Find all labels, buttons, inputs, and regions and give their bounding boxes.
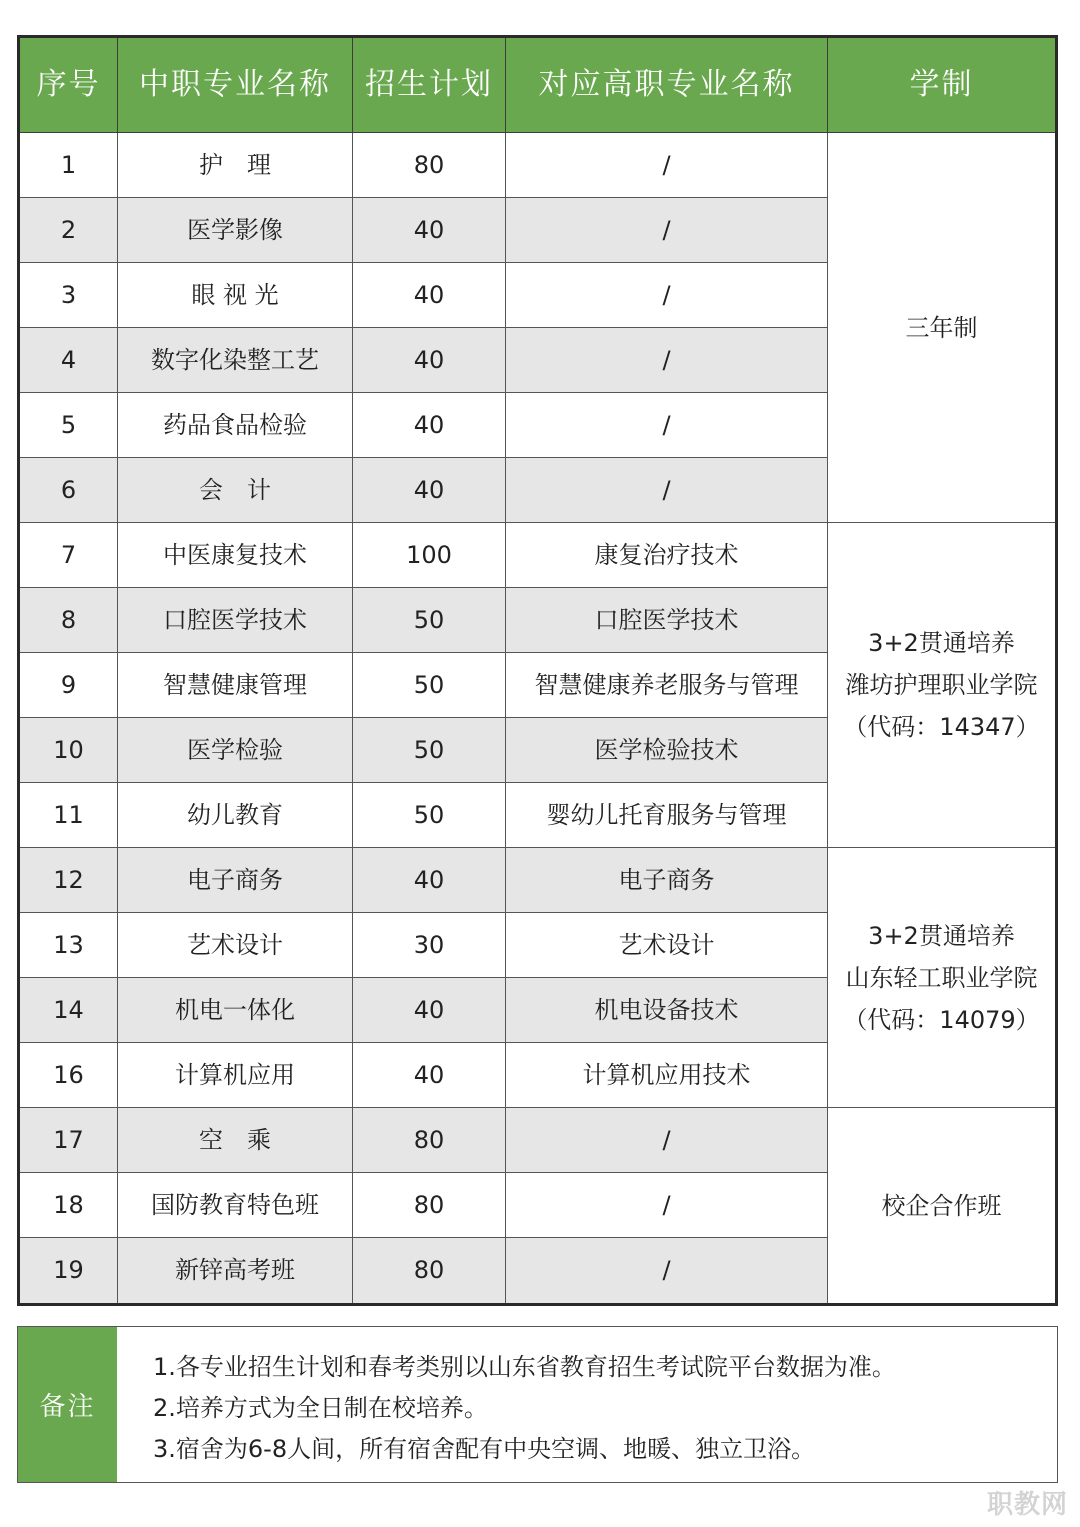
notes-label: 备注 xyxy=(18,1327,117,1482)
cell-major: 智慧健康管理 xyxy=(118,653,353,718)
term-line: （代码：14347） xyxy=(843,713,1040,741)
term-line: 3+2贯通培养 xyxy=(868,629,1015,657)
cell-higher-major: / xyxy=(506,1108,828,1173)
cell-no: 2 xyxy=(20,198,118,263)
cell-higher-major: / xyxy=(506,1238,828,1303)
note-item: 3.宿舍为6-8人间，所有宿舍配有中央空调、地暖、独立卫浴。 xyxy=(153,1435,816,1463)
cell-term xyxy=(828,133,1055,523)
cell-no: 12 xyxy=(20,848,118,913)
cell-no: 18 xyxy=(20,1173,118,1238)
cell-no: 1 xyxy=(20,133,118,198)
cell-higher-major: / xyxy=(506,1173,828,1238)
header-no: 序号 xyxy=(20,38,118,133)
watermark-logo: 职教网 xyxy=(986,1490,1068,1520)
term-line: 3+2贯通培养 xyxy=(868,921,1015,950)
cell-major: 幼儿教育 xyxy=(118,783,353,848)
cell-plan: 40 xyxy=(353,263,506,328)
cell-plan: 80 xyxy=(353,133,506,198)
notes-box xyxy=(17,1326,1058,1483)
header-term: 学制 xyxy=(828,38,1055,133)
term-line: 潍坊护理职业学院 xyxy=(845,671,1038,699)
cell-plan: 40 xyxy=(353,198,506,263)
cell-higher-major: / xyxy=(506,328,828,393)
cell-major: 护 理 xyxy=(118,133,353,198)
cell-plan: 40 xyxy=(353,328,506,393)
term-line: 山东轻工职业学院 xyxy=(845,963,1038,992)
cell-no: 4 xyxy=(20,328,118,393)
cell-no: 9 xyxy=(20,653,118,718)
cell-higher-major: / xyxy=(506,263,828,328)
cell-term xyxy=(828,848,1055,1108)
cell-no: 7 xyxy=(20,523,118,588)
cell-plan: 50 xyxy=(353,783,506,848)
cell-major: 医学检验 xyxy=(118,718,353,783)
cell-no: 3 xyxy=(20,263,118,328)
cell-higher-major: 医学检验技术 xyxy=(506,718,828,783)
cell-higher-major: 康复治疗技术 xyxy=(506,523,828,588)
cell-major: 眼 视 光 xyxy=(118,263,353,328)
cell-higher-major: / xyxy=(506,198,828,263)
header-major: 中职专业名称 xyxy=(118,38,353,133)
cell-higher-major: 智慧健康养老服务与管理 xyxy=(506,653,828,718)
cell-higher-major: / xyxy=(506,393,828,458)
header-higher-major: 对应高职专业名称 xyxy=(506,38,828,133)
cell-major: 空 乘 xyxy=(118,1108,353,1173)
cell-term xyxy=(828,523,1055,848)
cell-major: 药品食品检验 xyxy=(118,393,353,458)
cell-no: 8 xyxy=(20,588,118,653)
cell-major: 机电一体化 xyxy=(118,978,353,1043)
notes-body xyxy=(117,1327,1057,1482)
cell-plan: 30 xyxy=(353,913,506,978)
cell-term xyxy=(828,1108,1055,1303)
cell-major: 计算机应用 xyxy=(118,1043,353,1108)
cell-major: 中医康复技术 xyxy=(118,523,353,588)
term-line: 三年制 xyxy=(905,313,978,342)
enrollment-table xyxy=(17,35,1058,1306)
header-plan: 招生计划 xyxy=(353,38,506,133)
cell-plan: 50 xyxy=(353,588,506,653)
note-item: 2.培养方式为全日制在校培养。 xyxy=(153,1394,488,1422)
cell-no: 13 xyxy=(20,913,118,978)
cell-no: 5 xyxy=(20,393,118,458)
cell-no: 17 xyxy=(20,1108,118,1173)
cell-higher-major: 机电设备技术 xyxy=(506,978,828,1043)
cell-plan: 40 xyxy=(353,848,506,913)
cell-no: 16 xyxy=(20,1043,118,1108)
term-line: （代码：14079） xyxy=(843,1005,1040,1034)
cell-major: 艺术设计 xyxy=(118,913,353,978)
cell-major: 国防教育特色班 xyxy=(118,1173,353,1238)
cell-plan: 80 xyxy=(353,1108,506,1173)
cell-plan: 80 xyxy=(353,1238,506,1303)
cell-no: 19 xyxy=(20,1238,118,1303)
cell-major: 医学影像 xyxy=(118,198,353,263)
cell-plan: 40 xyxy=(353,458,506,523)
cell-higher-major: 口腔医学技术 xyxy=(506,588,828,653)
cell-major: 数字化染整工艺 xyxy=(118,328,353,393)
cell-higher-major: 艺术设计 xyxy=(506,913,828,978)
cell-no: 6 xyxy=(20,458,118,523)
cell-major: 口腔医学技术 xyxy=(118,588,353,653)
cell-plan: 80 xyxy=(353,1173,506,1238)
cell-plan: 40 xyxy=(353,393,506,458)
cell-plan: 50 xyxy=(353,653,506,718)
cell-higher-major: 计算机应用技术 xyxy=(506,1043,828,1108)
note-item: 1.各专业招生计划和春考类别以山东省教育招生考试院平台数据为准。 xyxy=(153,1353,896,1381)
cell-higher-major: 电子商务 xyxy=(506,848,828,913)
cell-major: 会 计 xyxy=(118,458,353,523)
cell-no: 10 xyxy=(20,718,118,783)
term-line: 校企合作班 xyxy=(881,1191,1002,1220)
cell-plan: 40 xyxy=(353,978,506,1043)
cell-higher-major: / xyxy=(506,133,828,198)
cell-no: 11 xyxy=(20,783,118,848)
cell-higher-major: 婴幼儿托育服务与管理 xyxy=(506,783,828,848)
cell-major: 电子商务 xyxy=(118,848,353,913)
cell-plan: 50 xyxy=(353,718,506,783)
cell-higher-major: / xyxy=(506,458,828,523)
cell-plan: 100 xyxy=(353,523,506,588)
cell-major: 新锌高考班 xyxy=(118,1238,353,1303)
cell-plan: 40 xyxy=(353,1043,506,1108)
cell-no: 14 xyxy=(20,978,118,1043)
